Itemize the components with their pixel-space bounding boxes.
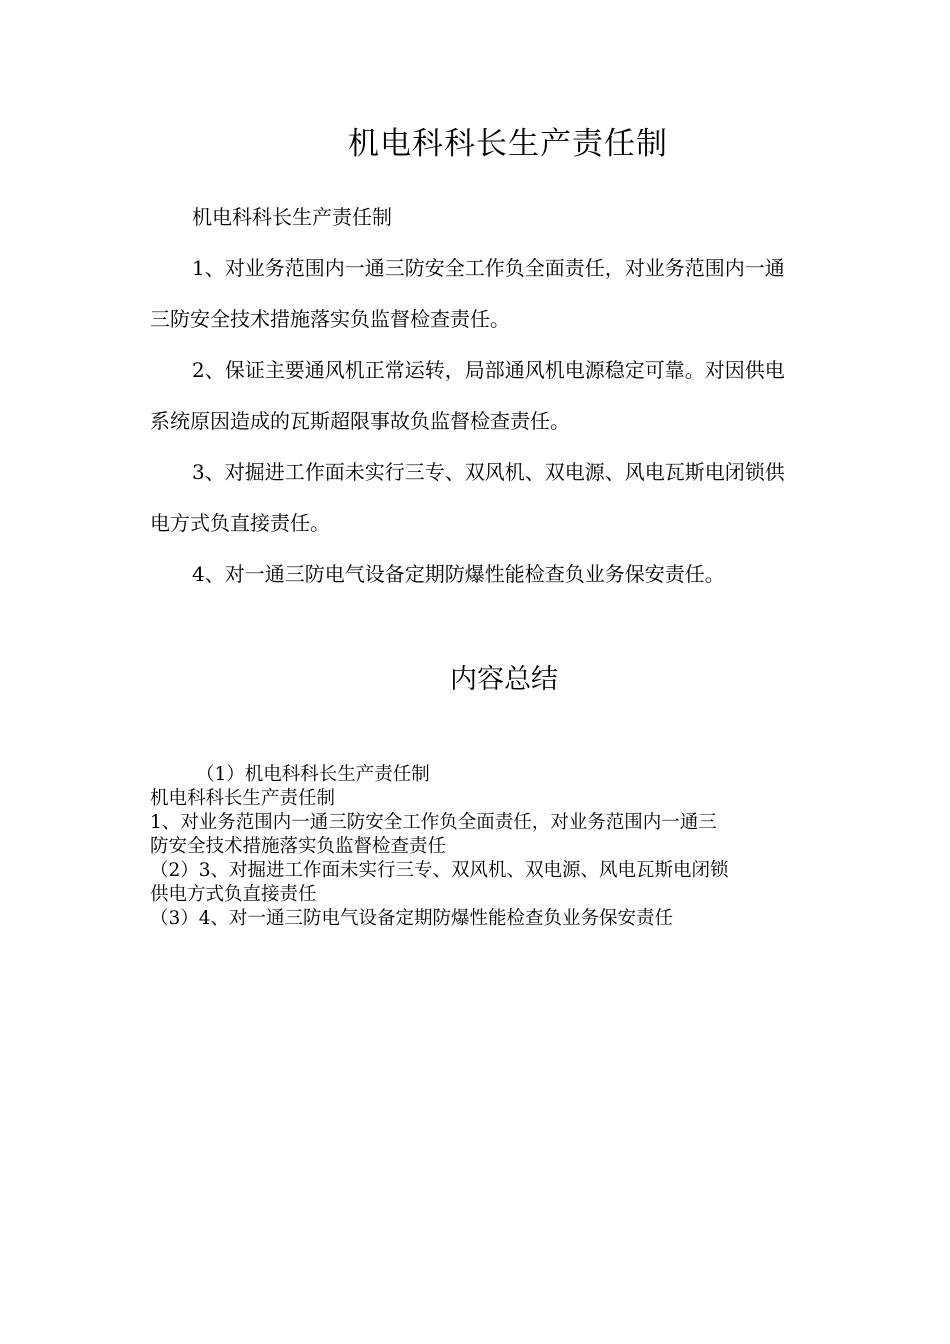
- paragraph-item-2: 2、保证主要通风机正常运转，局部通风机电源稳定可靠。对因供电系统原因造成的瓦斯超限事故负监督检查责任。: [150, 358, 785, 433]
- summary-line: （1）机电科科长生产责任制: [196, 764, 430, 785]
- summary-line: （3）4、对一通三防电气设备定期防爆性能检查负业务保安责任: [150, 908, 674, 929]
- summary-line: 机电科科长生产责任制: [150, 788, 336, 809]
- paragraph-heading: 机电科科长生产责任制: [192, 205, 392, 229]
- summary-line: 防安全技术措施落实负监督检查责任: [150, 836, 447, 857]
- summary-block: [150, 763, 800, 931]
- summary-line: 供电方式负直接责任: [150, 884, 317, 905]
- summary-line: 1、对业务范围内一通三防安全工作负全面责任，对业务范围内一通三: [150, 812, 717, 833]
- document-body: [150, 192, 790, 600]
- summary-title: 内容总结: [450, 664, 558, 695]
- paragraph-item-1: 1、对业务范围内一通三防安全工作负全面责任，对业务范围内一通三防安全技术措施落实负监督检查责任。: [150, 256, 785, 331]
- summary-line: （2）3、对掘进工作面未实行三专、双风机、双电源、风电瓦斯电闭锁: [150, 860, 729, 881]
- document-title: 机电科科长生产责任制: [348, 126, 668, 162]
- paragraph-item-4: 4、对一通三防电气设备定期防爆性能检查负业务保安责任。: [192, 562, 725, 586]
- paragraph-item-3: 3、对掘进工作面未实行三专、双风机、双电源、风电瓦斯电闭锁供电方式负直接责任。: [150, 460, 785, 535]
